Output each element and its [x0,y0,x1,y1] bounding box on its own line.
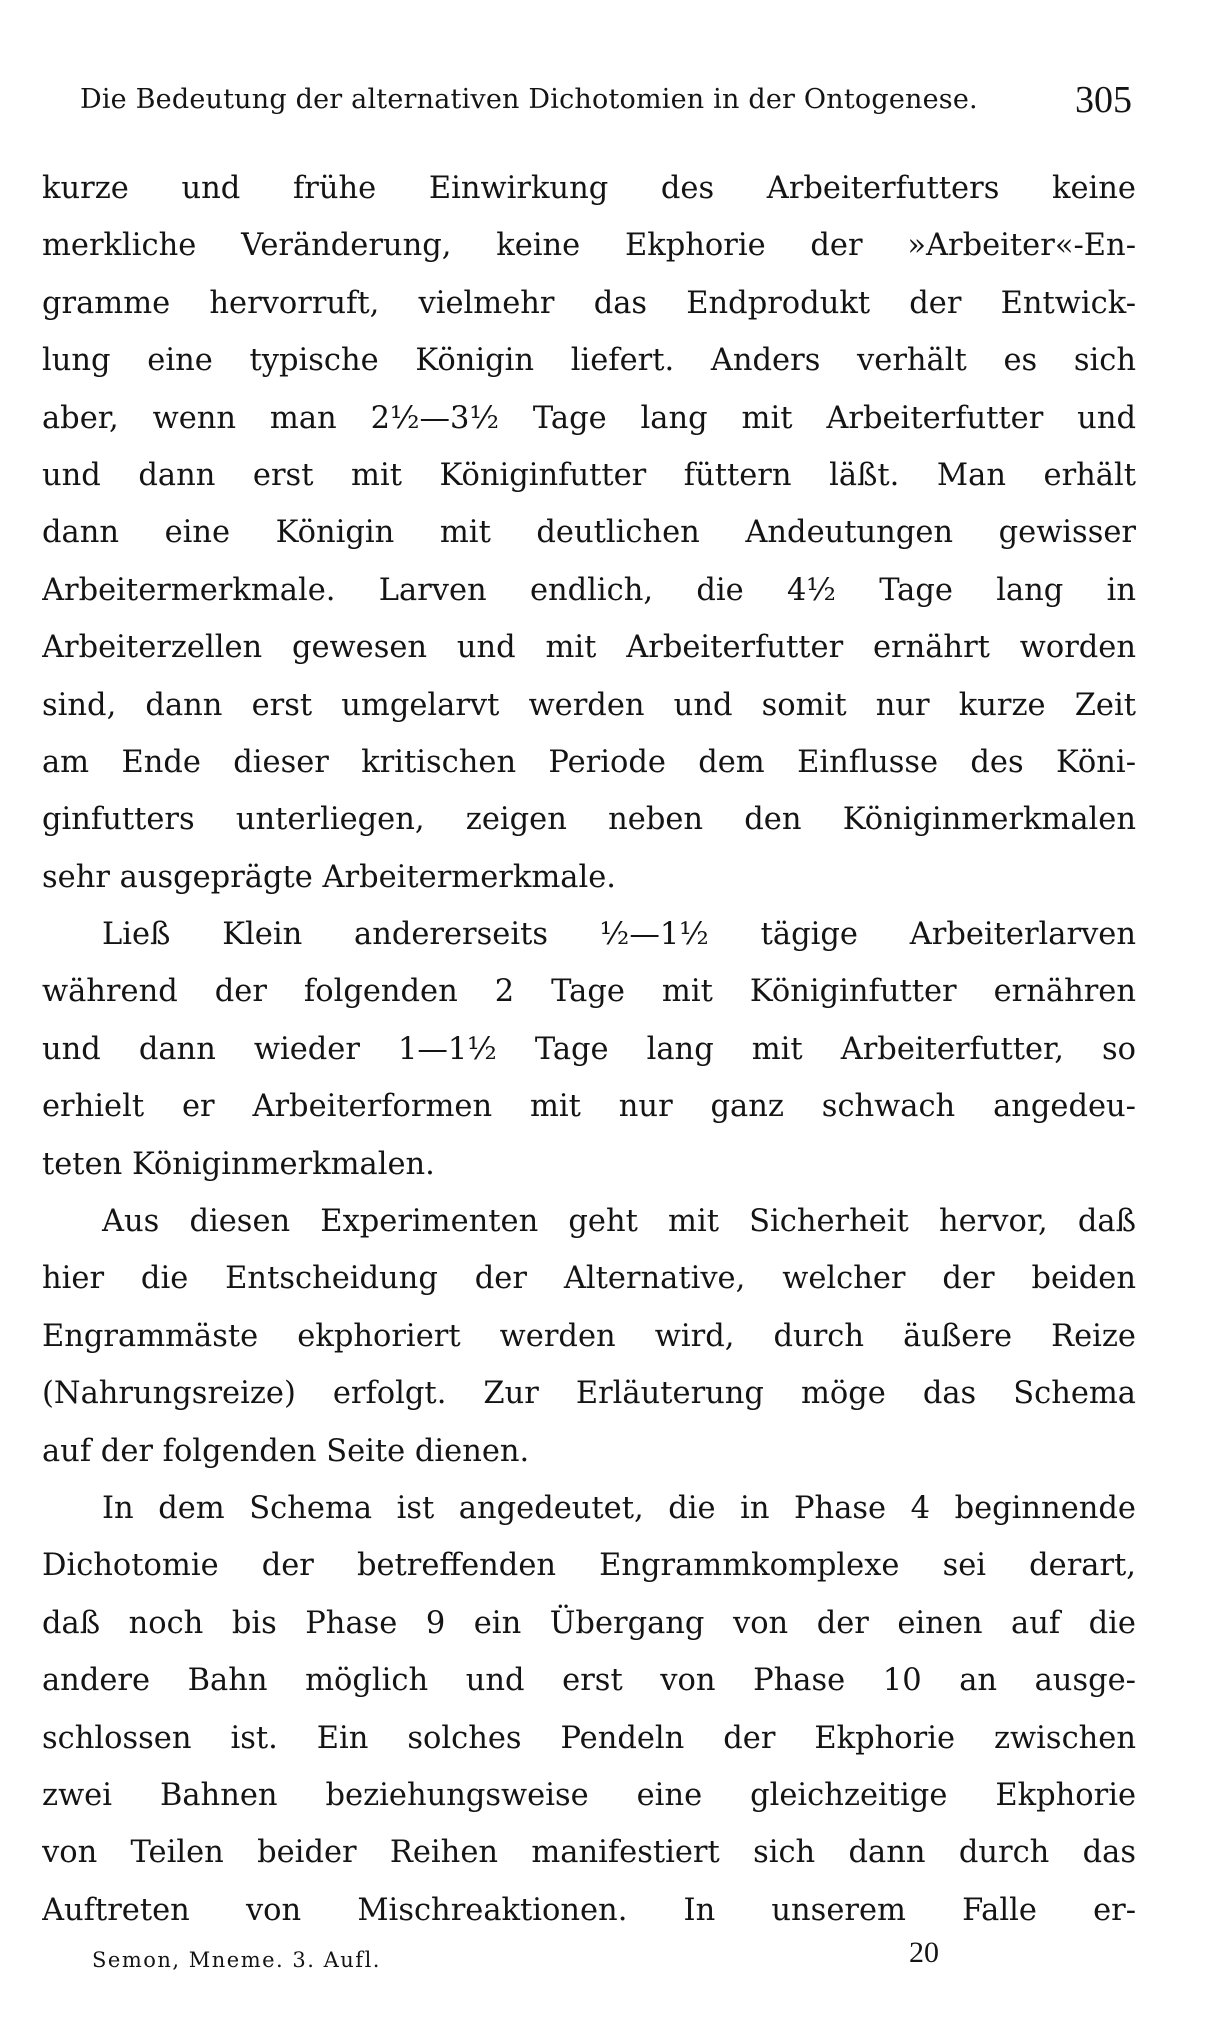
paragraph-1 [42,160,1136,906]
paragraph-2 [42,906,1136,1193]
text-line: und dann erst mit Königinfutter füttern läßt. Man erhält [42,457,1136,493]
text-line: dann eine Königin mit deutlichen Andeutungen gewisser [42,515,1136,551]
text-line: merkliche Veränderung, keine Ekphorie der »Arbeiter«-En- [42,228,1136,264]
text-line: Dichotomie der betreffenden Engrammkomplexe sei derart, [42,1548,1136,1584]
text-line: zwei Bahnen beziehungsweise eine gleichzeitige Ekphorie [42,1777,1136,1813]
running-title: Die Bedeutung der alternativen Dichotomien in der Ontogenese. [80,84,978,115]
text-line: Auftreten von Mischreaktionen. In unserem Falle er- [42,1892,1136,1928]
text-line: auf der folgenden Seite dienen. [42,1433,530,1469]
text-line: von Teilen beider Reihen manifestiert sich dann durch das [42,1835,1136,1871]
text-line: schlossen ist. Ein solches Pendeln der Ekphorie zwischen [42,1720,1136,1756]
text-line: teten Königinmerkmalen. [42,1146,435,1182]
paragraph-4 [42,1480,1136,1939]
text-line: In dem Schema ist angedeutet, die in Phase 4 beginnende [102,1490,1136,1526]
body-text [42,160,1136,1939]
page-number: 305 [1075,79,1132,121]
text-line: daß noch bis Phase 9 ein Übergang von der einen auf die [42,1605,1136,1641]
text-line: Aus diesen Experimenten geht mit Sicherheit hervor, daß [102,1204,1136,1240]
text-line: Ließ Klein andererseits ½—1½ tägige Arbeiterlarven [102,917,1136,953]
text-line: aber, wenn man 2½—3½ Tage lang mit Arbeiterfutter und [42,400,1136,436]
text-line: und dann wieder 1—1½ Tage lang mit Arbeiterfutter, so [42,1031,1136,1067]
page-footer [92,1936,952,1980]
text-line: ginfutters unterliegen, zeigen neben den Königinmerkmalen [42,802,1136,838]
text-line: hier die Entscheidung der Alternative, welcher der beiden [42,1261,1136,1297]
paragraph-3 [42,1193,1136,1480]
text-line: Arbeiterzellen gewesen und mit Arbeiterfutter ernährt worden [42,630,1136,666]
text-line: (Nahrungsreize) erfolgt. Zur Erläuterung möge das Schema [42,1376,1136,1412]
text-line: gramme hervorruft, vielmehr das Endprodukt der Entwick- [42,285,1136,321]
text-line: Arbeitermerkmale. Larven endlich, die 4½ Tage lang in [42,572,1136,608]
text-line: am Ende dieser kritischen Periode dem Einflusse des Köni- [42,744,1136,780]
text-line: sind, dann erst umgelarvt werden und somit nur kurze Zeit [42,687,1136,723]
text-line: erhielt er Arbeiterformen mit nur ganz schwach angedeu- [42,1089,1136,1125]
text-line: andere Bahn möglich und erst von Phase 10 an ausge- [42,1663,1136,1699]
text-line: während der folgenden 2 Tage mit Königinfutter ernähren [42,974,1136,1010]
sheet-number: 20 [909,1936,939,1969]
text-line: lung eine typische Königin liefert. Anders verhält es sich [42,343,1136,379]
text-line: sehr ausgeprägte Arbeitermerkmale. [42,859,616,895]
running-head [80,78,1132,128]
text-line: kurze und frühe Einwirkung des Arbeiterfutters keine [42,171,1136,206]
printer-signature: Semon, Mneme. 3. Aufl. [92,1948,381,1972]
text-line: Engrammäste ekphoriert werden wird, durch äußere Reize [42,1318,1136,1354]
